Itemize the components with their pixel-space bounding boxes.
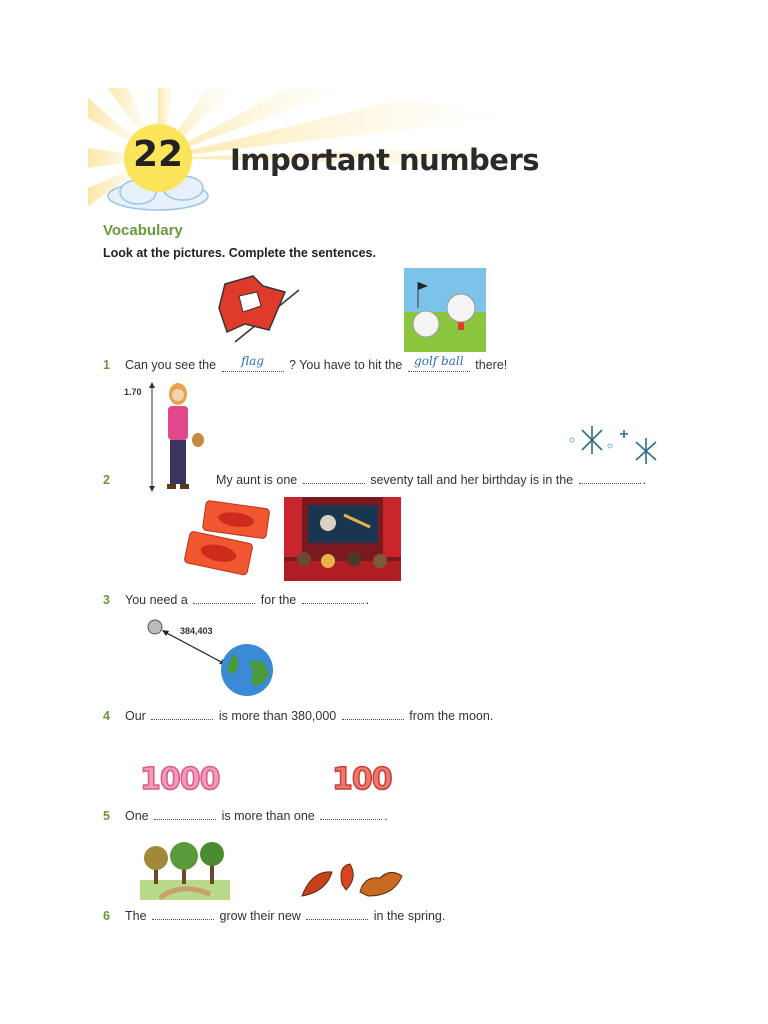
answer-blank[interactable] [302,590,364,604]
question-3: 3 You need a for the . [103,590,369,607]
answer-blank[interactable]: golf ball [408,358,470,372]
flag-icon [215,272,303,344]
answer-blank[interactable] [579,470,641,484]
golf-ball-image [404,268,486,352]
page-title: Important numbers [230,143,540,177]
number-100: 100 [332,762,392,797]
question-1: 1 Can you see the flag ? You have to hit the golf ball there! [103,354,508,372]
answer-blank[interactable] [193,590,255,604]
height-label: 1.70 [124,387,142,397]
answer-blank[interactable] [152,906,214,920]
question-4: 4 Our is more than 380,000 from the moon. [103,706,493,723]
answer-blank[interactable] [306,906,368,920]
answer-blank[interactable]: flag [222,358,284,372]
distance-label: 384,403 [180,626,213,636]
cinema-image [284,497,401,581]
answer-blank[interactable] [320,806,382,820]
answer-blank[interactable] [303,470,365,484]
answer-blank[interactable] [342,706,404,720]
answer-blank[interactable] [154,806,216,820]
question-6: 6 The grow their new in the spring. [103,906,445,923]
instruction-text: Look at the pictures. Complete the sentences. [103,246,376,260]
ticket-icon [182,500,272,580]
section-label: Vocabulary [103,222,183,239]
question-2: 2 My aunt is one seventy tall and her birthday is in the . [103,470,646,487]
answer-blank[interactable] [151,706,213,720]
unit-number: 22 [132,134,184,175]
question-5: 5 One is more than one . [103,806,388,823]
trees-image [140,840,230,900]
number-1000: 1000 [140,762,220,797]
snowflake-icon [566,424,662,464]
leaves-icon [298,862,408,902]
